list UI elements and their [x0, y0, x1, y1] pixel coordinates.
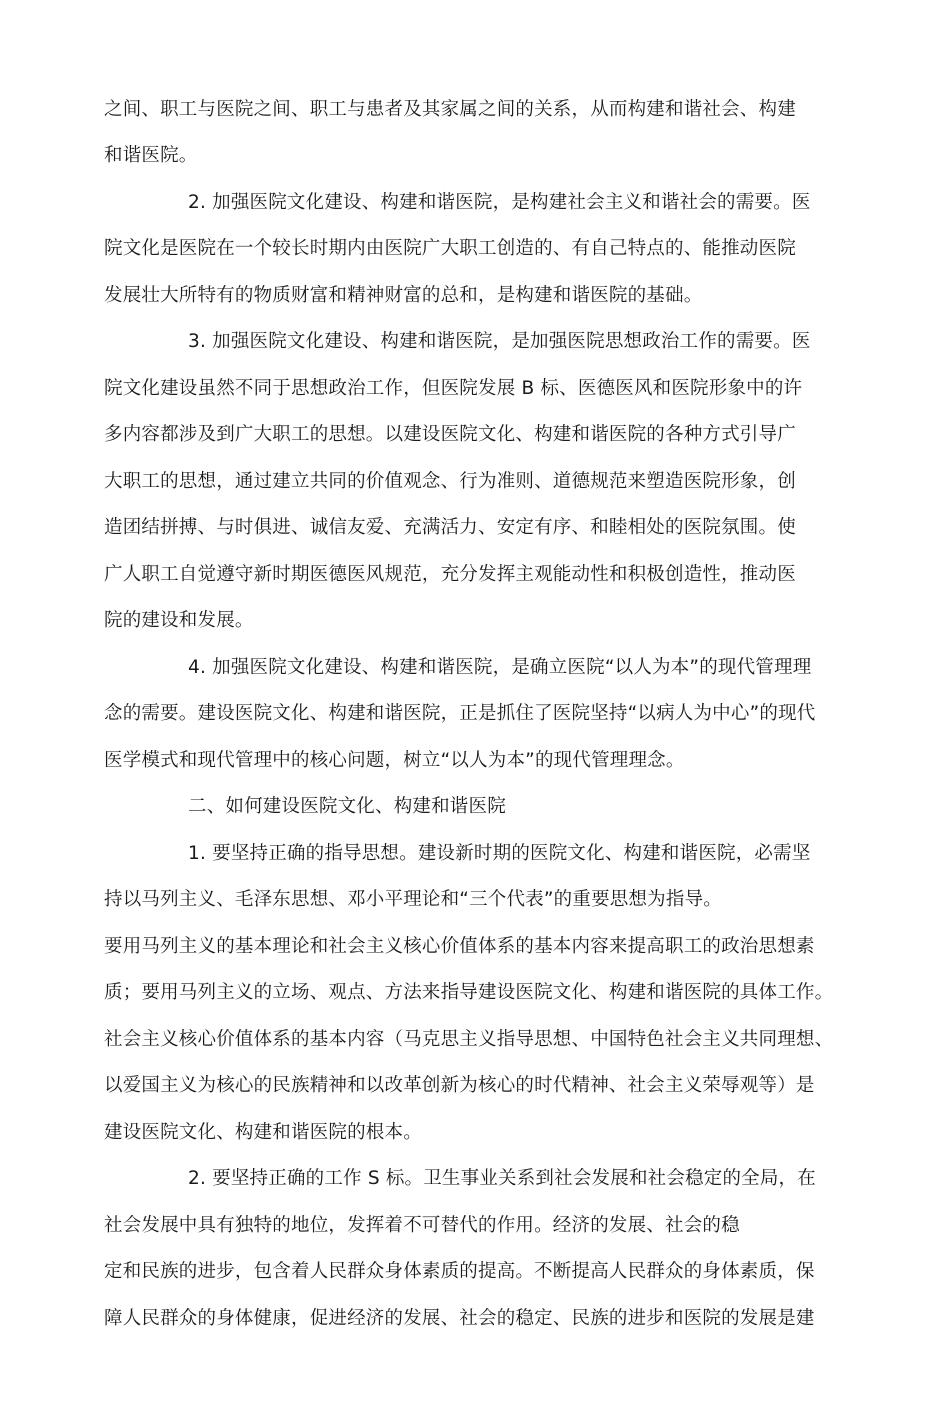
body-text-line: 院的建设和发展。	[104, 610, 254, 631]
body-text-line: 多内容都涉及到广大职工的思想。以建设医院文化、构建和谐医院的各种方式引导广	[104, 424, 796, 445]
body-text-line: 之间、职工与医院之间、职工与患者及其家属之间的关系，从而构建和谐社会、构建	[104, 99, 796, 120]
body-text-line: 定和民族的进步，包含着人民群众身体素质的提高。不断提高人民群众的身体素质，保	[104, 1261, 815, 1282]
body-text-line: 要用马列主义的基本理论和社会主义核心价值体系的基本内容来提高职工的政治思想素	[104, 936, 815, 957]
paragraph-start-line: 1. 要坚持正确的指导思想。建设新时期的医院文化、构建和谐医院，必需坚	[188, 843, 811, 864]
body-text-line: 社会发展中具有独特的地位，发挥着不可替代的作用。经济的发展、社会的稳	[104, 1215, 740, 1236]
body-text-line: 院文化是医院在一个较长时期内由医院广大职工创造的、有自己特点的、能推动医院	[104, 238, 796, 259]
body-text-line: 建设医院文化、构建和谐医院的根本。	[104, 1122, 422, 1143]
body-text-line: 障人民群众的身体健康，促进经济的发展、社会的稳定、民族的进步和医院的发展是建	[104, 1308, 815, 1329]
body-text-line: 造团结拼搏、与时俱进、诚信友爱、充满活力、安定有序、和睦相处的医院氛围。使	[104, 517, 796, 538]
body-text-line: 质；要用马列主义的立场、观点、方法来指导建设医院文化、构建和谐医院的具体工作。	[104, 982, 834, 1003]
body-text-line: 念的需要。建设医院文化、构建和谐医院，正是抓住了医院坚持“以病人为中心”的现代	[104, 703, 816, 724]
body-text-line: 医学模式和现代管理中的核心问题，树立“以人为本”的现代管理理念。	[104, 750, 685, 771]
body-text-line: 发展壮大所特有的物质财富和精神财富的总和，是构建和谐医院的基础。	[104, 285, 703, 306]
body-text-line: 社会主义核心价值体系的基本内容（马克思主义指导思想、中国特色社会主义共同理想、	[104, 1029, 834, 1050]
paragraph-start-line: 2. 要坚持正确的工作 S 标。卫生事业关系到社会发展和社会稳定的全局，在	[188, 1168, 816, 1189]
paragraph-start-line: 2. 加强医院文化建设、构建和谐医院，是构建社会主义和谐社会的需要。医	[188, 192, 811, 213]
body-text-line: 广人职工自觉遵守新时期医德医风规范，充分发挥主观能动性和积极创造性，推动医	[104, 564, 796, 585]
body-text-line: 以爱国主义为核心的民族精神和以改革创新为核心的时代精神、社会主义荣辱观等）是	[104, 1075, 815, 1096]
section-heading: 二、如何建设医院文化、构建和谐医院	[188, 796, 506, 817]
body-text-line: 大职工的思想，通过建立共同的价值观念、行为准则、道德规范来塑造医院形象，创	[104, 471, 796, 492]
body-text-line: 持以马列主义、毛泽东思想、邓小平理论和“三个代表”的重要思想为指导。	[104, 889, 722, 910]
body-text-line: 和谐医院。	[104, 145, 198, 166]
paragraph-start-line: 4. 加强医院文化建设、构建和谐医院，是确立医院“以人为本”的现代管理理	[188, 657, 812, 678]
paragraph-start-line: 3. 加强医院文化建设、构建和谐医院，是加强医院思想政治工作的需要。医	[188, 331, 811, 352]
body-text-line: 院文化建设虽然不同于思想政治工作，但医院发展 B 标、医德医风和医院形象中的许	[104, 378, 803, 399]
